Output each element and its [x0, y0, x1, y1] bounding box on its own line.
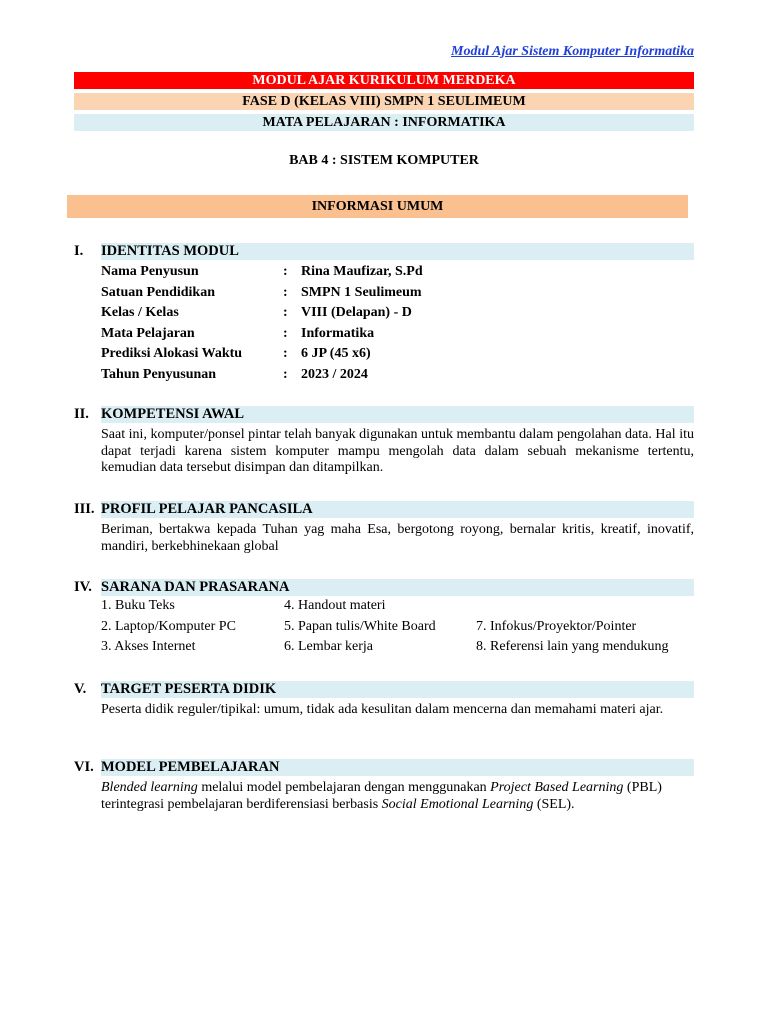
section-number: IV.: [74, 579, 101, 596]
list-item: 1. Buku Teks: [101, 598, 175, 613]
identity-row: [101, 365, 694, 386]
section-heading: [74, 406, 694, 423]
identity-table: [101, 262, 694, 385]
identity-label: Satuan Pendidikan: [101, 284, 215, 300]
list-item: 7. Infokus/Proyektor/Pointer: [476, 618, 637, 634]
body-text-part: (SEL).: [533, 796, 575, 812]
identity-value: SMPN 1 Seulimeum: [301, 284, 422, 300]
section-heading: [74, 681, 694, 698]
chapter-title: BAB 4 : SISTEM KOMPUTER: [289, 153, 479, 168]
term-blended-learning: Blended learning: [101, 780, 198, 795]
section-title: PROFIL PELAJAR PANCASILA: [101, 501, 694, 518]
section-body-text: [101, 780, 694, 813]
section-kompetensi-awal: [74, 406, 694, 477]
section-number: III.: [74, 501, 101, 518]
section-title: KOMPETENSI AWAL: [101, 406, 694, 423]
list-item: 3. Akses Internet: [101, 639, 196, 654]
identity-label: Kelas / Kelas: [101, 305, 179, 320]
section-number: V.: [74, 681, 101, 698]
banner-mata-pelajaran: MATA PELAJARAN : INFORMATIKA: [74, 114, 694, 131]
header-document-title-link[interactable]: Modul Ajar Sistem Komputer Informatika: [451, 44, 694, 59]
section-sarana-prasarana: [74, 579, 694, 658]
section-title: TARGET PESERTA DIDIK: [101, 681, 694, 698]
list-item: 2. Laptop/Komputer PC: [101, 618, 236, 634]
identity-colon: :: [283, 325, 288, 341]
section-model-pembelajaran: [74, 759, 694, 813]
identity-row: [101, 344, 694, 365]
section-number: II.: [74, 406, 101, 423]
term-social-emotional-learning: Social Emotional Learning: [381, 796, 534, 812]
banner-modul-title: MODUL AJAR KURIKULUM MERDEKA: [74, 72, 694, 89]
section-heading: [74, 759, 694, 776]
identity-label: Prediksi Alokasi Waktu: [101, 346, 243, 361]
section-heading: [74, 579, 694, 596]
section-body-text: Peserta didik reguler/tipikal: umum, tidak ada kesulitan dalam mencerna dan memahami materi ajar.: [101, 702, 664, 717]
body-text-part: melalui model pembelajaran dengan menggunakan: [197, 780, 491, 795]
identity-value: 2023 / 2024: [301, 366, 368, 382]
section-number: VI.: [74, 759, 101, 776]
section-heading: [74, 501, 694, 518]
identity-value: 6 JP (45 x6): [301, 346, 371, 361]
identity-colon: :: [283, 305, 288, 320]
section-heading: [74, 243, 694, 260]
term-project-based-learning: Project Based Learning: [490, 780, 624, 795]
body-text-part: (PBL) terintegrasi pembelajaran berdiferensiasi berbasis: [101, 780, 662, 812]
section-title: IDENTITAS MODUL: [101, 243, 694, 260]
identity-label: Nama Penyusun: [101, 264, 199, 279]
identity-label: Tahun Penyusunan: [101, 366, 217, 382]
info-umum-heading: INFORMASI UMUM: [67, 195, 688, 218]
identity-row: [101, 303, 694, 324]
section-title: MODEL PEMBELAJARAN: [101, 759, 694, 776]
section-number: I.: [74, 243, 101, 260]
section-body-text: Beriman, bertakwa kepada Tuhan yag maha Esa, bergotong royong, bernalar kritis, kreatif, inovatif, mandiri, berkebhinekaan global: [101, 522, 694, 554]
identity-value: Informatika: [301, 325, 375, 341]
identity-label: Mata Pelajaran: [101, 325, 195, 341]
identity-colon: :: [283, 284, 288, 300]
list-item: 5. Papan tulis/White Board: [284, 618, 436, 634]
section-body-text: Saat ini, komputer/ponsel pintar telah banyak digunakan untuk membantu dalam pengolahan data. Hal itu dapat terjadi karena sistem komputer mampu mengolah data dalam sebuah mekanisme tertentu, kemudian data tersebut disimpan dan ditampilkan.: [101, 427, 694, 475]
identity-value: Rina Maufizar, S.Pd: [301, 264, 423, 279]
identity-colon: :: [283, 264, 288, 279]
identity-row: [101, 324, 694, 345]
list-item: [476, 596, 694, 617]
section-profil-pelajar: [74, 501, 694, 555]
list-item: 6. Lembar kerja: [284, 639, 374, 654]
section-title: SARANA DAN PRASARANA: [101, 579, 694, 596]
identity-row: [101, 283, 694, 304]
banner-fase: FASE D (KELAS VIII) SMPN 1 SEULIMEUM: [74, 93, 694, 110]
section-identitas-modul: [74, 243, 694, 385]
list-item: 8. Referensi lain yang mendukung: [476, 639, 669, 654]
section-target-peserta: [74, 681, 694, 719]
identity-row: [101, 262, 694, 283]
identity-value: VIII (Delapan) - D: [301, 305, 412, 320]
facilities-list: [101, 596, 694, 658]
list-item: 4. Handout materi: [284, 598, 386, 613]
identity-colon: :: [283, 366, 288, 382]
identity-colon: :: [283, 346, 288, 361]
